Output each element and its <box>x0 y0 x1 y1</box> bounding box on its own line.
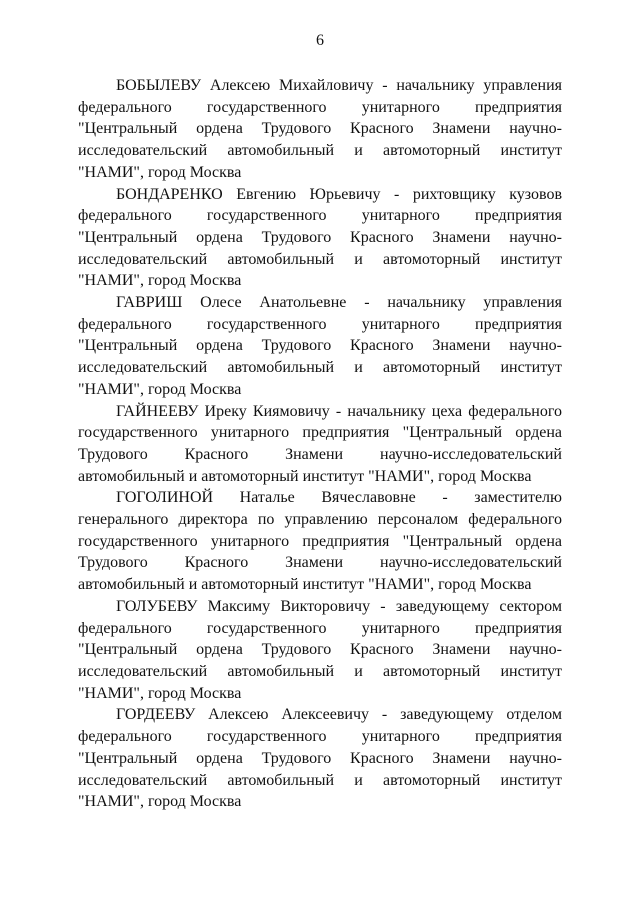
entry-line: исследовательский автомобильный и автомоторный институт <box>78 662 562 680</box>
entry-line: БОНДАРЕНКО Евгению Юрьевичу - рихтовщику кузовов <box>116 185 562 203</box>
entry-line: исследовательский автомобильный и автомоторный институт <box>78 250 562 268</box>
entry-line: государственного унитарного предприятия "Центральный ордена <box>78 532 562 550</box>
entry-line: БОБЫЛЕВУ Алексею Михайловичу - начальнику управления <box>116 77 562 94</box>
award-entry <box>78 184 562 293</box>
entry-line: государственного унитарного предприятия "Центральный ордена <box>78 424 562 442</box>
entry-line: автомобильный и автомоторный институт "НАМИ", город Москва <box>78 467 532 485</box>
entry-line: "Центральный ордена Трудового Красного Знамени научно- <box>78 749 562 767</box>
entry-line: ГАЙНЕЕВУ Иреку Киямовичу - начальнику цеха федерального <box>116 402 562 420</box>
entry-line: автомобильный и автомоторный институт "НАМИ", город Москва <box>78 576 532 594</box>
entry-line: ГОЛУБЕВУ Максиму Викторовичу - заведующему сектором <box>116 597 562 615</box>
entry-line: исследовательский автомобильный и автомоторный институт <box>78 142 562 160</box>
award-list <box>78 75 562 813</box>
entry-line: исследовательский автомобильный и автомоторный институт <box>78 359 562 377</box>
entry-line: "Центральный ордена Трудового Красного Знамени научно- <box>78 120 562 138</box>
entry-line: "Центральный ордена Трудового Красного Знамени научно- <box>78 228 562 246</box>
entry-line: "НАМИ", город Москва <box>78 163 242 181</box>
entry-line: федерального государственного унитарного предприятия <box>78 619 562 637</box>
award-entry <box>78 292 562 401</box>
page-number: 6 <box>316 32 324 49</box>
entry-line: "Центральный ордена Трудового Красного Знамени научно- <box>78 337 562 355</box>
award-entry <box>78 487 562 596</box>
entry-line: "НАМИ", город Москва <box>78 684 242 702</box>
award-entry <box>78 704 562 813</box>
entry-line: федерального государственного унитарного предприятия <box>78 98 562 116</box>
entry-line: "НАМИ", город Москва <box>78 380 242 398</box>
award-entry <box>78 596 562 705</box>
entry-line: "Центральный ордена Трудового Красного Знамени научно- <box>78 641 562 659</box>
award-entry <box>78 401 562 488</box>
entry-line: генерального директора по управлению персоналом федерального <box>78 511 562 529</box>
entry-line: "НАМИ", город Москва <box>78 272 242 290</box>
entry-line: федерального государственного унитарного предприятия <box>78 207 562 225</box>
entry-line: федерального государственного унитарного предприятия <box>78 315 562 333</box>
entry-line: исследовательский автомобильный и автомоторный институт <box>78 771 562 789</box>
entry-line: "НАМИ", город Москва <box>78 793 242 811</box>
entry-line: Трудового Красного Знамени научно-исследовательский <box>78 445 562 463</box>
entry-line: ГАВРИШ Олесе Анатольевне - начальнику управления <box>116 294 562 312</box>
entry-line: Трудового Красного Знамени научно-исследовательский <box>78 554 562 572</box>
entry-line: ГОРДЕЕВУ Алексею Алексеевичу - заведующему отделом <box>116 706 562 724</box>
entry-line: ГОГОЛИНОЙ Наталье Вячеславовне - заместителю <box>116 489 562 507</box>
award-entry <box>78 75 562 184</box>
entry-line: федерального государственного унитарного предприятия <box>78 728 562 746</box>
